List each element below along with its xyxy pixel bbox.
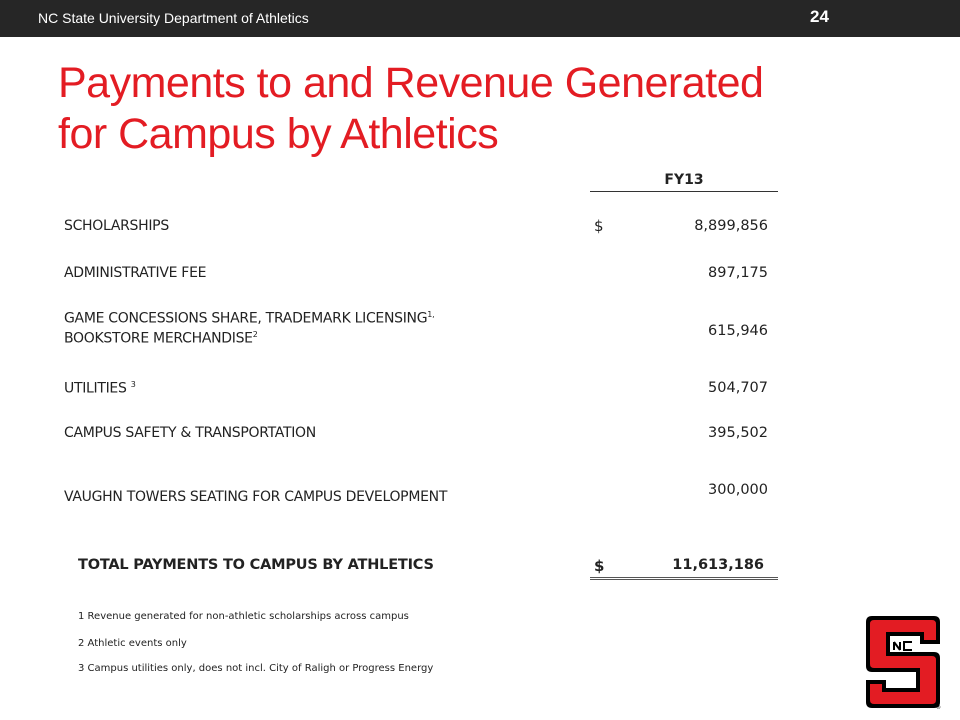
column-header-fy13: FY13 bbox=[590, 172, 778, 192]
title-line-1: Payments to and Revenue Generated bbox=[58, 59, 764, 107]
total-label: TOTAL PAYMENTS TO CAMPUS BY ATHLETICS bbox=[78, 557, 434, 573]
row-label-campus-safety: CAMPUS SAFETY & TRANSPORTATION bbox=[64, 425, 316, 441]
row-value-vaughn-towers: 300,000 bbox=[708, 482, 768, 498]
svg-text:®: ® bbox=[936, 705, 941, 710]
row-value-utilities: 504,707 bbox=[708, 380, 768, 396]
row-label-bookstore-line2: BOOKSTORE MERCHANDISE bbox=[64, 330, 253, 347]
page-number: 24 bbox=[810, 7, 829, 26]
footnote-3: 3 Campus utilities only, does not incl. City of Raligh or Progress Energy bbox=[78, 663, 434, 674]
row-label-game-concessions bbox=[64, 310, 434, 327]
currency-symbol: $ bbox=[594, 217, 604, 235]
row-value-game-concessions: 615,946 bbox=[708, 323, 768, 339]
row-value-campus-safety: 395,502 bbox=[708, 425, 768, 441]
row-value-administrative-fee: 897,175 bbox=[708, 265, 768, 281]
footnote-ref: 2 bbox=[252, 330, 258, 339]
footnote-ref: 3 bbox=[130, 380, 136, 389]
row-label-utilities bbox=[64, 380, 136, 397]
total-value: 11,613,186 bbox=[672, 557, 764, 573]
nc-state-logo-icon bbox=[864, 614, 942, 710]
footnote-1: 1 Revenue generated for non-athletic scholarships across campus bbox=[78, 611, 409, 622]
row-label-utilities-text: UTILITIES bbox=[64, 380, 127, 397]
header-bar bbox=[0, 0, 960, 37]
title-line-2: for Campus by Athletics bbox=[58, 110, 499, 158]
row-label-administrative-fee: ADMINISTRATIVE FEE bbox=[64, 265, 207, 281]
row-label-game-concessions-line1: GAME CONCESSIONS SHARE, TRADEMARK LICENSING bbox=[64, 310, 428, 327]
row-value-scholarships: 8,899,856 bbox=[694, 218, 768, 234]
footnote-2: 2 Athletic events only bbox=[78, 638, 187, 649]
organization-name: NC State University Department of Athletics bbox=[38, 10, 309, 26]
total-currency-symbol: $ bbox=[594, 557, 605, 575]
page-title bbox=[58, 58, 898, 160]
row-label-vaughn-towers: VAUGHN TOWERS SEATING FOR CAMPUS DEVELOPMENT bbox=[64, 489, 448, 505]
row-label-bookstore bbox=[64, 330, 258, 347]
footnote-ref: 1, bbox=[427, 310, 435, 319]
row-label-scholarships: SCHOLARSHIPS bbox=[64, 218, 169, 234]
